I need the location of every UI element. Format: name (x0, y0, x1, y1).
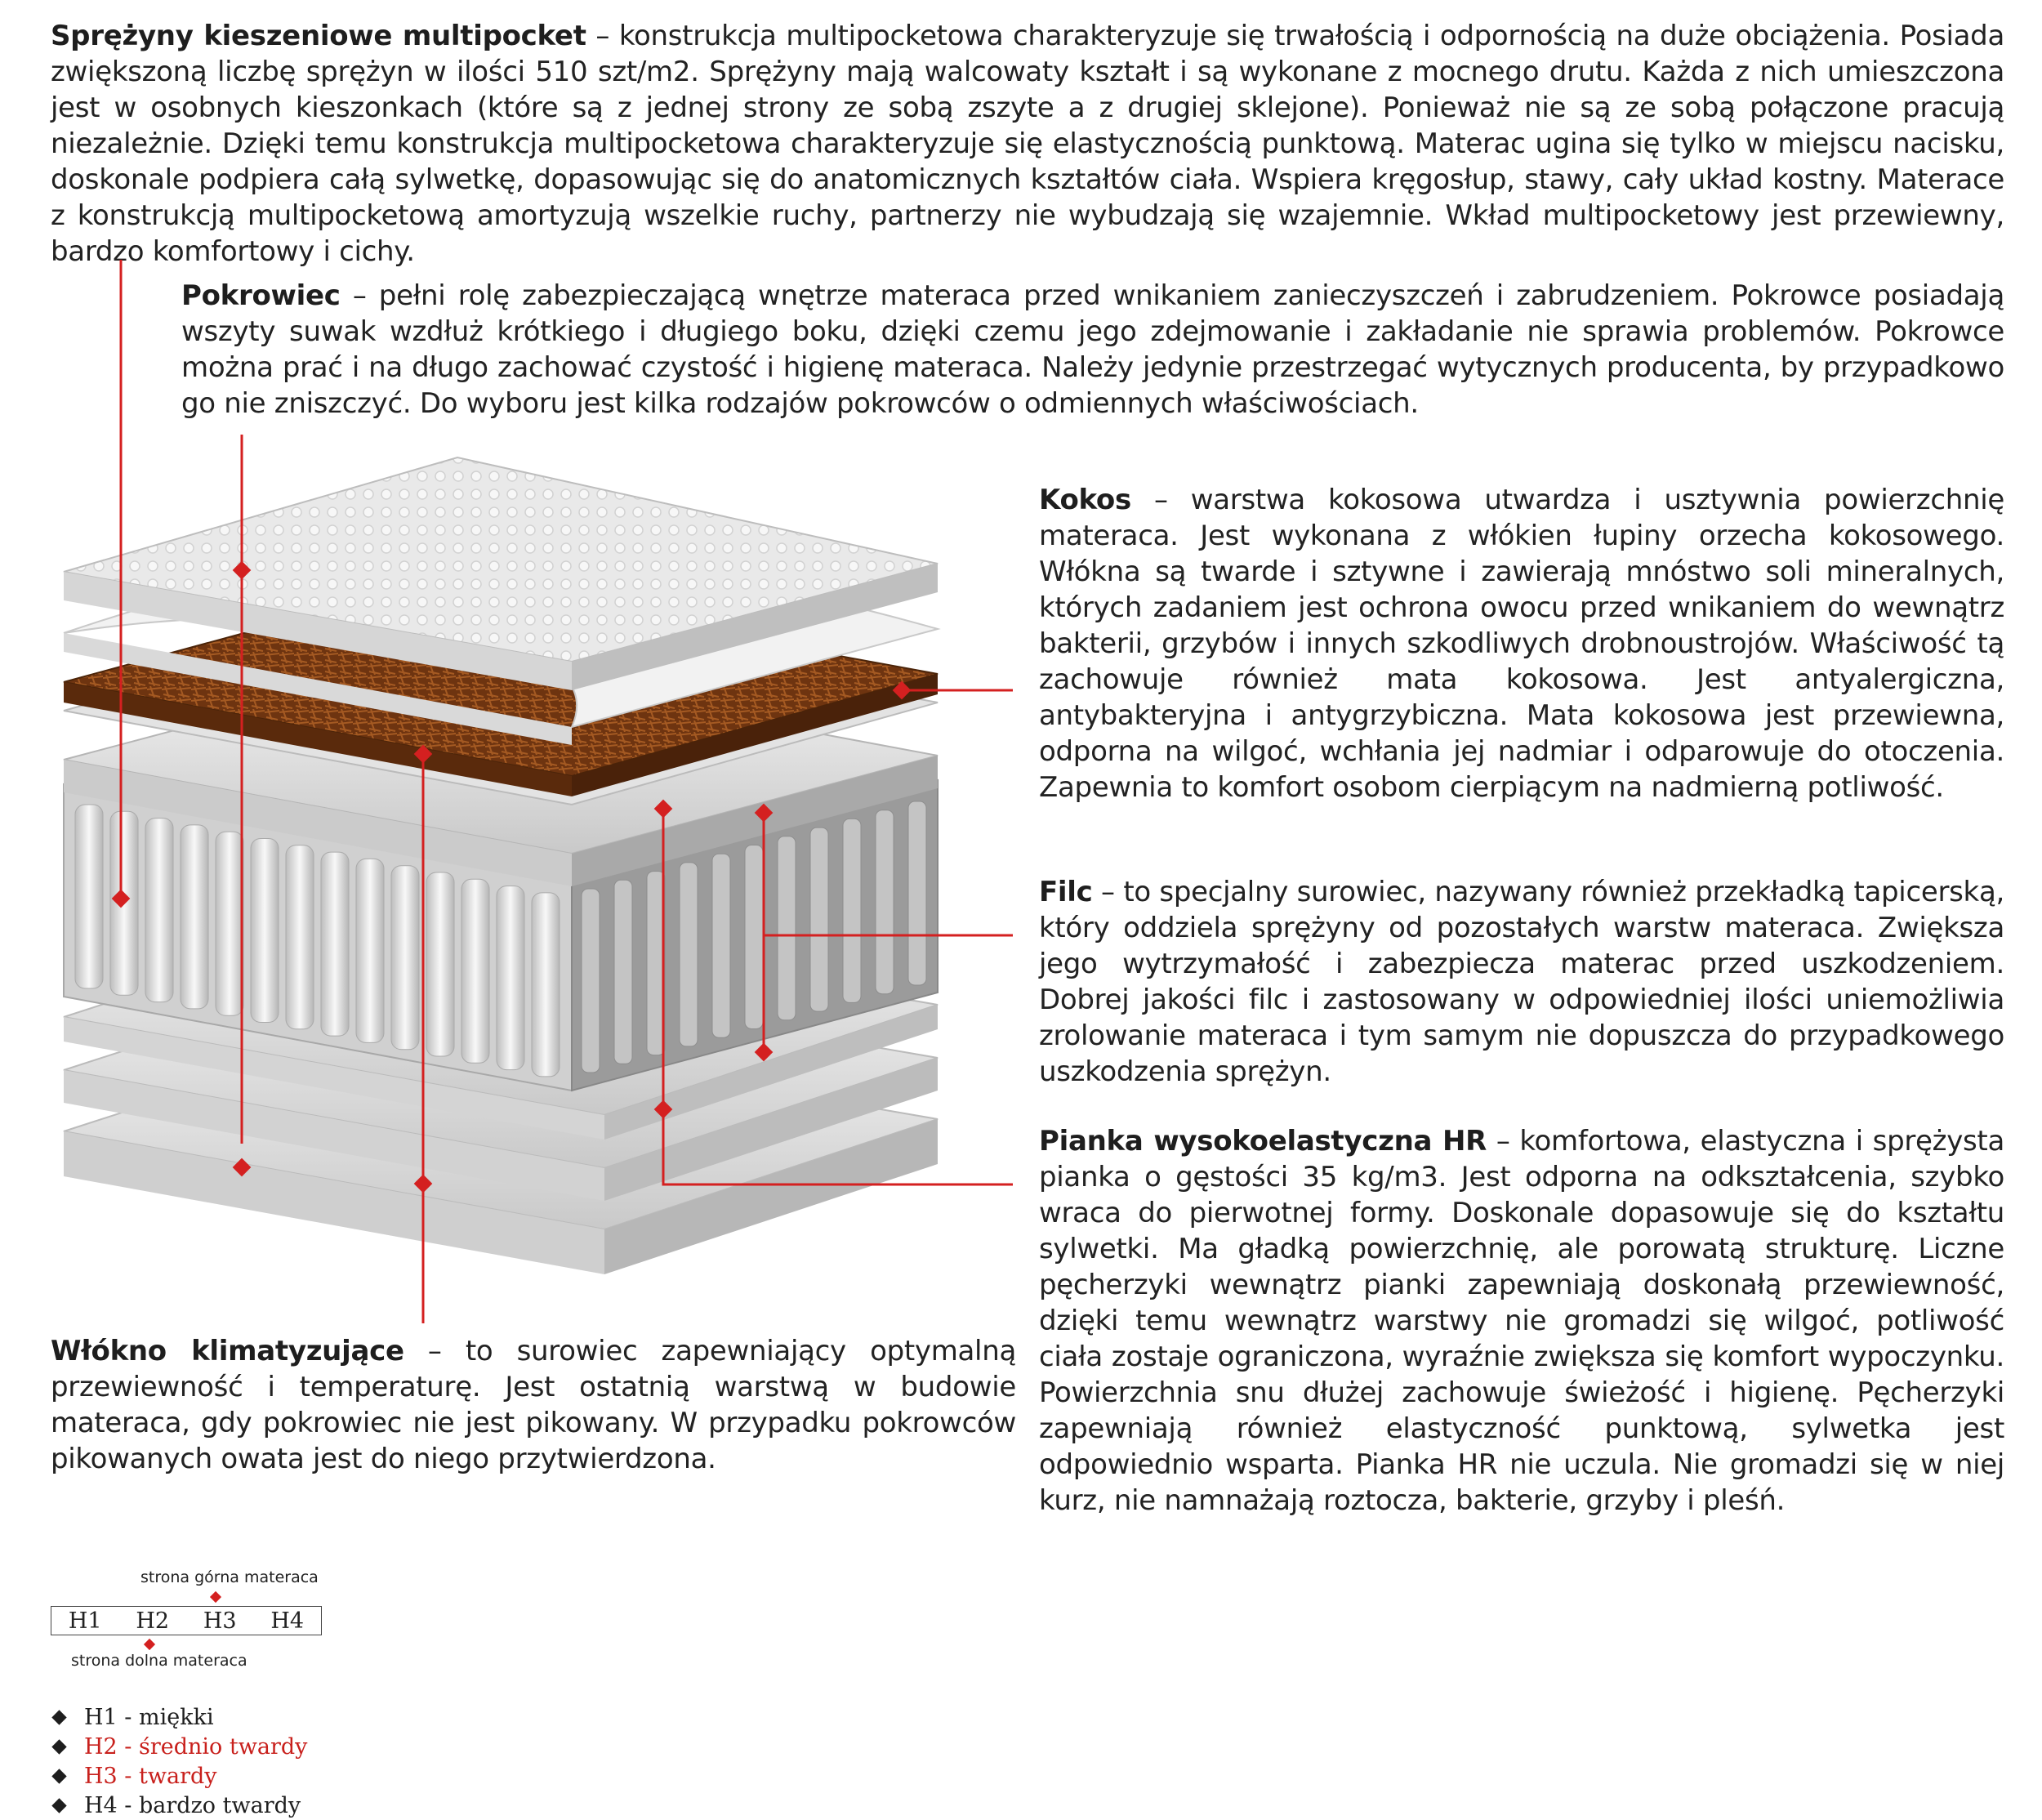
spring-pocket-side (810, 827, 828, 1011)
spring-pocket (181, 825, 208, 1009)
spring-pocket (251, 839, 279, 1023)
hardness-h4: H4 (270, 1608, 305, 1634)
bottom-side-marker (144, 1639, 155, 1650)
legend-label: H3 - twardy (84, 1763, 217, 1789)
spring-pocket (356, 859, 384, 1042)
spring-pocket-side (778, 836, 796, 1020)
legend-item-h1 (51, 1702, 307, 1732)
foam-text: – komfortowa, elastyczna i sprężysta pianka o gęstości 35 kg/m3. Jest odporna na odkształcenia, szybko wraca do pierwotnej formy. Doskonale dopasowuje się do kształtu sylwetki. Ma gładką powierzchnię, ale porowatą strukturę. Liczne pęcherzyki wewnątrz pianki zapewniają doskonałą przewiewność, dzięki temu wewnątrz warstwy nie gromadzi się wilgoć, potliwość ciała zostaje ograniczona, wyraźnie zwiększa się komfort wypoczynku. Powierzchnia snu dłużej zachowuje świeżość i higienę. Pęcherzyki zapewniają również elastyczność punktową, sylwetka jest odpowiednio wsparta. Pianka HR nie uczula. Nie gromadzi się w niej kurz, nie namnażają roztocza, bakterie, grzyby i pleśń. (1039, 1125, 2004, 1517)
spring-pocket-side (843, 819, 861, 1002)
cover-text: – pełni rolę zabezpieczającą wnętrze materaca przed wnikaniem zanieczyszczeń i zabrudzeniem. Pokrowce posiadają wszyty suwak wzdłuż krótkiego i długiego boku, dzięki czemu jego zdejmowanie i zakładanie nie sprawia problemów. Pokrowce można prać i na długo zachować czystość i higienę materaca. Należy jedynie przestrzegać wytycznych producenta, by przypadkowo go nie zniszczyć. Do wyboru jest kilka rodzajów pokrowców o odmiennych właściwościach. (181, 279, 2004, 420)
spring-pocket-side (582, 889, 600, 1073)
spring-pocket-side (712, 854, 730, 1037)
spring-pocket (461, 879, 489, 1063)
hardness-legend (51, 1702, 307, 1820)
diamond-icon (51, 1798, 66, 1813)
spring-pocket (497, 886, 524, 1070)
springs-text: – konstrukcja multipocketowa charakteryzuje się trwałością i odpornością na duże obciążenia. Posiada zwiększoną liczbę sprężyn w ilości 510 szt/m2. Sprężyny mają walcowaty kształt i są wykonane z mocnego drutu. Każda z nich umieszczona jest w osobnych kieszonkach (które są z jednej strony ze sobą zszyte a z drugiej sklejone). Ponieważ nie są ze sobą połączone pracują niezależnie. Dzięki temu konstrukcja multipocketowa charakteryzuje się elastycznością punktową. Materac ugina się tylko w miejscu nacisku, doskonale podpiera całą sylwetkę, dopasowując się do anatomicznych kształtów ciała. Wspiera kręgosłup, stawy, cały układ kostny. Materace z konstrukcją multipocketową amortyzują wszelkie ruchy, partnerzy nie wybudzają się wzajemnie. Wkład multipocketowy jest przewiewny, bardzo komfortowy i cichy. (51, 20, 2004, 268)
spring-pocket (532, 893, 560, 1077)
legend-label: H1 - miękki (84, 1704, 214, 1730)
legend-label: H4 - bardzo twardy (84, 1792, 301, 1818)
coconut-title: Kokos (1039, 484, 1131, 516)
spring-pocket-side (680, 863, 698, 1046)
diamond-icon (51, 1710, 66, 1724)
diamond-icon (51, 1739, 66, 1754)
spring-pocket-side (614, 880, 632, 1064)
spring-pocket (426, 872, 454, 1056)
spring-pocket-side (908, 801, 926, 985)
legend-item-h2 (51, 1732, 307, 1761)
top-side-label: strona górna materaca (140, 1568, 319, 1586)
spring-pocket (75, 805, 103, 988)
spring-pocket-side (745, 845, 763, 1029)
spring-pocket (321, 852, 349, 1036)
felt-title: Filc (1039, 876, 1093, 908)
coconut-text: – warstwa kokosowa utwardza i usztywnia powierzchnię materaca. Jest wykonana z włókien łupiny orzecha kokosowego. Włókna są twarde i sztywne i zawierają mnóstwo soli mineralnych, których zadaniem jest ochrona owocu przed wnikaniem do wewnątrz bakterii, grzybów i innych szkodliwych drobnoustrojów. Właściwość tą zachowuje również mata kokosowa. Jest antyalergiczna, antybakteryjna i antygrzybiczna. Mata kokosowa jest przewiewna, odporna na wilgoć, wchłania jej nadmiar i odparowuje do otoczenia. Zapewnia to komfort osobom cierpiącym na nadmierną potliwość. (1039, 484, 2004, 804)
hardness-h2: H2 (136, 1608, 170, 1634)
foam-title: Pianka wysokoelastyczna HR (1039, 1125, 1487, 1158)
hardness-scale (51, 1606, 322, 1635)
legend-item-h3 (51, 1761, 307, 1791)
legend-label: H2 - średnio twardy (84, 1733, 308, 1760)
hardness-h1: H1 (68, 1608, 102, 1634)
spring-pocket (216, 832, 243, 1015)
spring-pocket (286, 845, 314, 1029)
legend-item-h4 (51, 1791, 307, 1820)
diamond-icon (51, 1769, 66, 1783)
fibre-title: Włókno klimatyzujące (51, 1335, 404, 1367)
spring-pocket-side (876, 810, 894, 994)
fibre-text: – to surowiec zapewniający optymalną przewiewność i temperaturę. Jest ostatnią warstwą w budowie materaca, gdy pokrowiec nie jest pikowany. W przypadku pokrowców pikowanych owata jest do niego przytwierdzona. (51, 1335, 1016, 1475)
felt-text: – to specjalny surowiec, nazywany również przekładką tapicerską, który oddziela sprężyny od pozostałych warstw materaca. Zwiększa jego wytrzymałość i zabezpiecza materac przed uszkodzeniem. Dobrej jakości filc i zastosowany w odpowiedniej ilości uniemożliwia zrolowanie materaca i tym samym nie dopuszcza do przypadkowego uszkodzenia sprężyn. (1039, 876, 2004, 1088)
bottom-side-label: strona dolna materaca (71, 1652, 247, 1670)
spring-pocket (391, 866, 419, 1050)
top-side-marker (210, 1591, 221, 1603)
hardness-h3: H3 (203, 1608, 237, 1634)
cover-title: Pokrowiec (181, 279, 341, 312)
springs-title: Sprężyny kieszeniowe multipocket (51, 20, 586, 52)
spring-pocket (145, 819, 173, 1002)
